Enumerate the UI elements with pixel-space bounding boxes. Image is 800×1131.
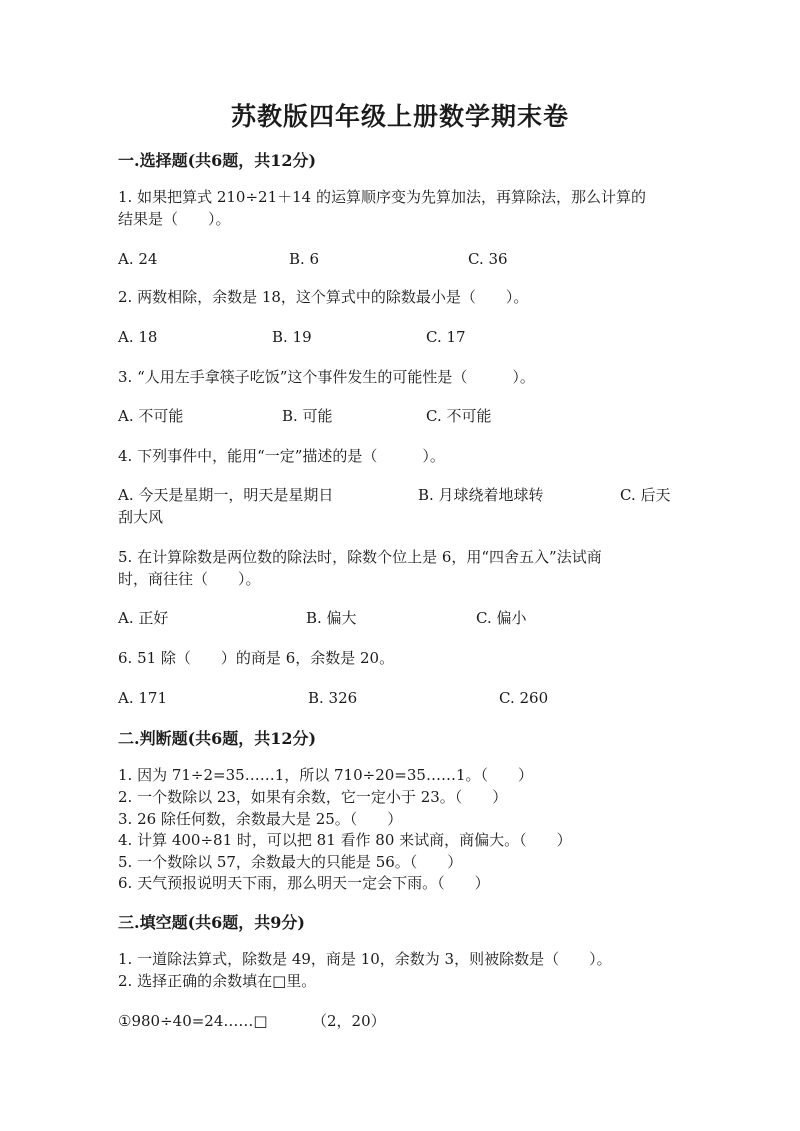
option-a: A. 正好 [118, 609, 169, 627]
option-a: A. 18 [118, 328, 158, 346]
section-heading-fill: 三.填空题(共6题，共9分) [118, 913, 305, 932]
option-b: B. 326 [308, 689, 358, 707]
option-a: A. 171 [118, 689, 167, 707]
judge-item: 5. 一个数除以 57，余数最大的只能是 56。（ ） [118, 853, 463, 871]
option-b: B. 月球绕着地球转 [418, 486, 544, 504]
option-b: B. 偏大 [306, 609, 357, 627]
section-heading-judge: 二.判断题(共6题，共12分) [118, 729, 317, 748]
question-text: 结果是（ ）。 [118, 210, 231, 228]
question-text: 4. 下列事件中，能用“一定”描述的是（ ）。 [118, 447, 445, 465]
fill-item: 2. 选择正确的余数填在□里。 [118, 972, 317, 990]
option-b: B. 19 [272, 328, 312, 346]
option-c: C. 不可能 [426, 407, 492, 425]
judge-item: 1. 因为 71÷2=35……1，所以 710÷20=35……1。（ ） [118, 766, 533, 784]
judge-item: 2. 一个数除以 23，如果有余数，它一定小于 23。（ ） [118, 788, 508, 806]
option-c: C. 偏小 [476, 609, 527, 627]
fill-sub-expression: ①980÷40=24……□ [118, 1012, 268, 1030]
question-text: 3. “人用左手拿筷子吃饭”这个事件发生的可能性是（ ）。 [118, 368, 535, 386]
option-a: A. 24 [118, 250, 158, 268]
option-c: C. 17 [426, 328, 466, 346]
option-a: A. 今天是星期一，明天是星期日 [118, 486, 334, 504]
question-text: 1. 如果把算式 210÷21＋14 的运算顺序变为先算加法，再算除法，那么计算的 [118, 188, 646, 206]
fill-item: 1. 一道除法算式，除数是 49，商是 10，余数为 3，则被除数是（ ）。 [118, 950, 612, 968]
option-c-wrap: 刮大风 [118, 508, 164, 526]
question-text: 5. 在计算除数是两位数的除法时，除数个位上是 6，用“四舍五入”法试商 [118, 548, 602, 566]
option-b: B. 可能 [282, 407, 333, 425]
question-text: 时，商往往（ ）。 [118, 570, 261, 588]
question-text: 2. 两数相除，余数是 18，这个算式中的除数最小是（ ）。 [118, 288, 529, 306]
option-c: C. 后天 [620, 486, 671, 504]
option-a: A. 不可能 [118, 407, 184, 425]
question-text: 6. 51 除（ ）的商是 6，余数是 20。 [118, 649, 395, 667]
option-c: C. 260 [499, 689, 549, 707]
fill-sub-choices: （2，20） [312, 1012, 386, 1030]
judge-item: 6. 天气预报说明天下雨，那么明天一定会下雨。（ ） [118, 874, 490, 892]
page-title: 苏教版四年级上册数学期末卷 [230, 102, 569, 131]
option-c: C. 36 [468, 250, 508, 268]
option-b: B. 6 [289, 250, 320, 268]
section-heading-choice: 一.选择题(共6题，共12分) [118, 151, 317, 170]
judge-item: 4. 计算 400÷81 时，可以把 81 看作 80 来试商，商偏大。（ ） [118, 831, 572, 849]
judge-item: 3. 26 除任何数，余数最大是 25。（ ） [118, 810, 403, 828]
